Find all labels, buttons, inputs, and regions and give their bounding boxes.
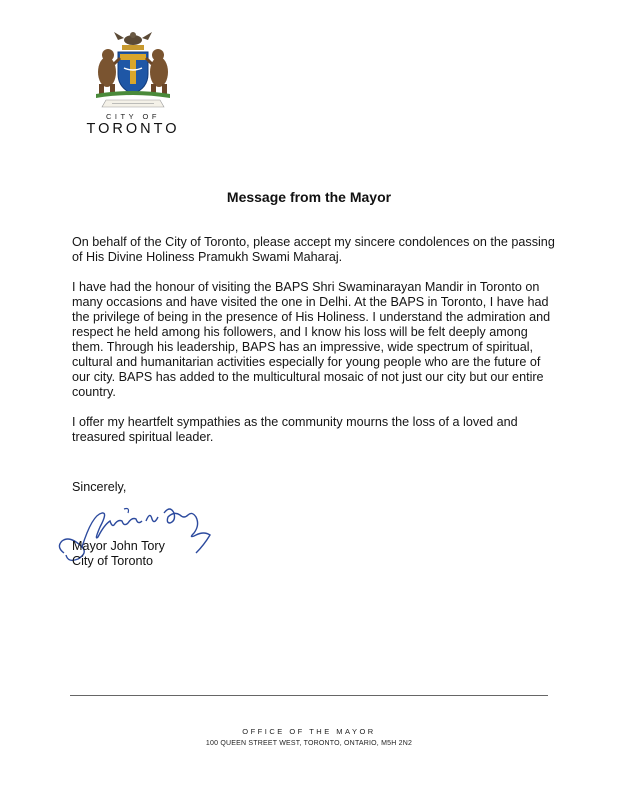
body-paragraph: I offer my heartfelt sympathies as the community mourns the loss of a loved and treasured spiritual leader. [72, 415, 518, 444]
signer-organization: City of Toronto [72, 554, 153, 568]
eagle-icon [114, 32, 152, 45]
footer-divider [70, 695, 548, 696]
beaver-left-icon [98, 49, 120, 94]
letter-body [72, 235, 562, 460]
footer-office: OFFICE OF THE MAYOR [242, 727, 376, 736]
signer-name: Mayor John Tory [72, 539, 165, 553]
bear-right-icon [146, 49, 168, 94]
letter-closing: Sincerely, [72, 480, 127, 494]
letterhead-city-of: CITY OF [106, 112, 160, 121]
letter-title: Message from the Mayor [226, 189, 392, 205]
crown-band [122, 45, 144, 50]
body-paragraph: I have had the honour of visiting the BAPS Shri Swaminarayan Mandir in Toronto on many occasions and have visited the one in Delhi. At the BAPS in Toronto, I have had the privilege of being in the presence of His Holiness. I understand the admiration and respect he held among his followers, and I know his loss will be felt deeply among them. Through his leadership, BAPS has an impressive, wide spectrum of spiritual, cultural and humanitarian activities especially for young people who are the future of our city. BAPS has added to the multicultural mosaic of not just our city but our entire country. [72, 280, 551, 399]
letterhead-city-name: TORONTO [86, 121, 180, 137]
body-paragraph: On behalf of the City of Toronto, please accept my sincere condolences on the passing of His Divine Holiness Pramukh Swami Maharaj. [72, 235, 555, 264]
footer-address: 100 QUEEN STREET WEST, TORONTO, ONTARIO, M5H 2N2 [205, 740, 413, 747]
city-crest-logo [84, 28, 182, 110]
